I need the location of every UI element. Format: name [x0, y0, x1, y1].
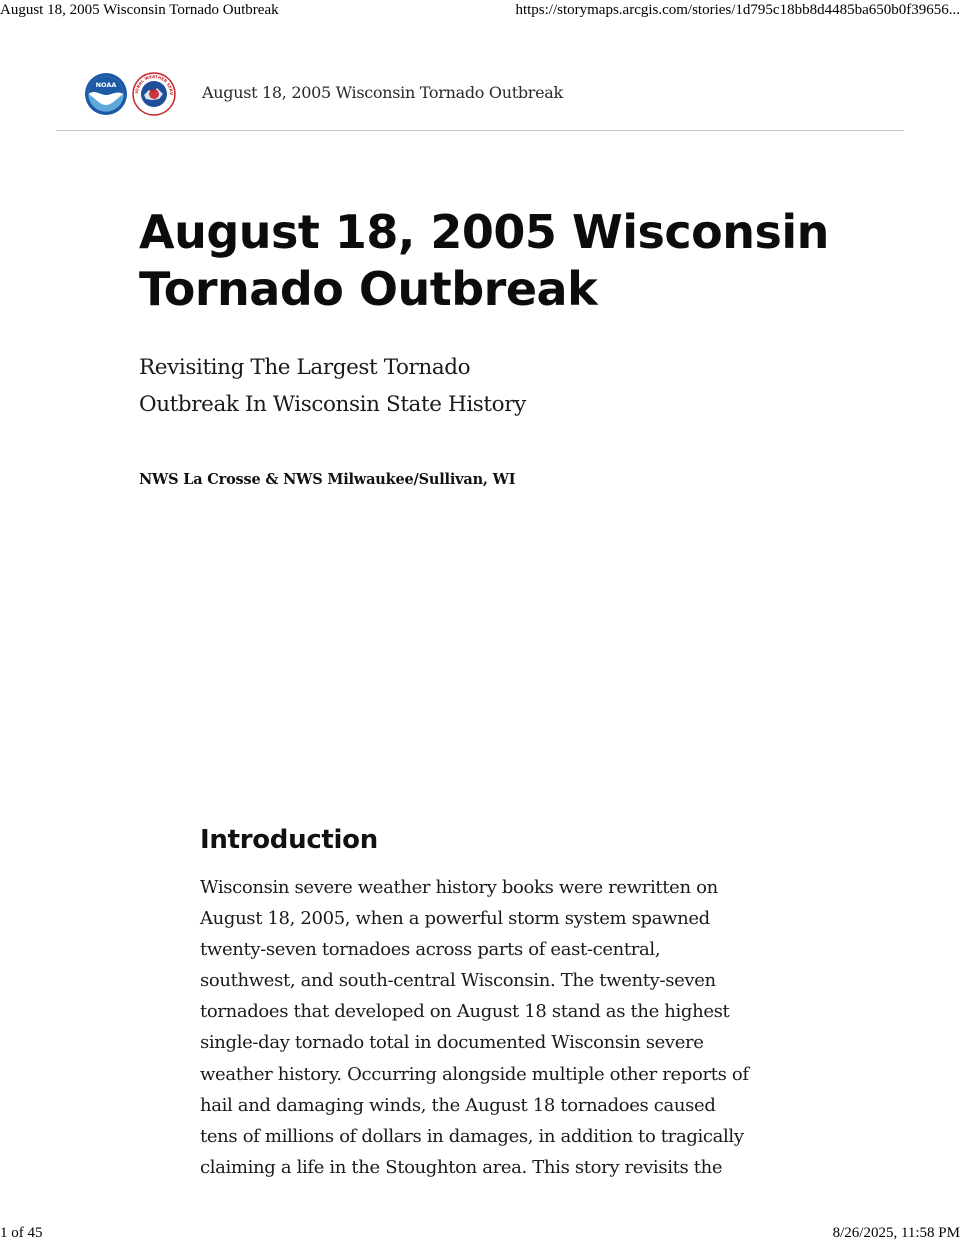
introduction-line: southwest, and south-central Wisconsin. The twenty-seven — [200, 970, 716, 992]
story-subtitle-line-1: Revisiting The Largest Tornado — [139, 355, 471, 380]
print-footer — [0, 1223, 960, 1243]
print-datetime: 8/26/2025, 11:58 PM — [832, 1225, 960, 1241]
page-indicator: 1 of 45 — [0, 1225, 43, 1241]
introduction-paragraph — [200, 872, 749, 1183]
story-title — [139, 204, 839, 318]
story-title-line-1: August 18, 2005 Wisconsin — [139, 205, 829, 259]
noaa-logo-icon[interactable] — [84, 72, 128, 116]
story-title-line-2: Tornado Outbreak — [139, 262, 598, 316]
story-subtitle-line-2: Outbreak In Wisconsin State History — [139, 392, 526, 417]
nws-logo-icon[interactable] — [132, 72, 176, 116]
introduction-heading: Introduction — [200, 825, 378, 855]
story-byline: NWS La Crosse & NWS Milwaukee/Sullivan, WI — [139, 471, 516, 488]
introduction-line: August 18, 2005, when a powerful storm system spawned — [200, 908, 710, 930]
story-subtitle — [139, 349, 599, 423]
print-page-title: August 18, 2005 Wisconsin Tornado Outbreak — [0, 2, 279, 18]
introduction-line: hail and damaging winds, the August 18 tornadoes caused — [200, 1094, 716, 1116]
nws-logo-text: IONAL WEATHER SERV — [134, 73, 175, 96]
introduction-line: tornadoes that developed on August 18 stand as the highest — [200, 1001, 730, 1023]
introduction-line: tens of millions of dollars in damages, in addition to tragically — [200, 1125, 744, 1147]
introduction-line: twenty-seven tornadoes across parts of east-central, — [200, 939, 661, 961]
introduction-line: single-day tornado total in documented Wisconsin severe — [200, 1032, 704, 1054]
story-header — [56, 64, 904, 131]
introduction-line: Wisconsin severe weather history books were rewritten on — [200, 877, 718, 898]
noaa-logo-text: NOAA — [95, 81, 117, 89]
introduction-line: claiming a life in the Stoughton area. This story revisits the — [200, 1156, 723, 1178]
print-url[interactable]: https://storymaps.arcgis.com/stories/1d795c18bb8d4485ba650b0f39656... — [515, 2, 960, 18]
story-header-title: August 18, 2005 Wisconsin Tornado Outbreak — [202, 83, 563, 102]
print-header — [0, 0, 960, 20]
introduction-line: weather history. Occurring alongside multiple other reports of — [200, 1063, 749, 1085]
